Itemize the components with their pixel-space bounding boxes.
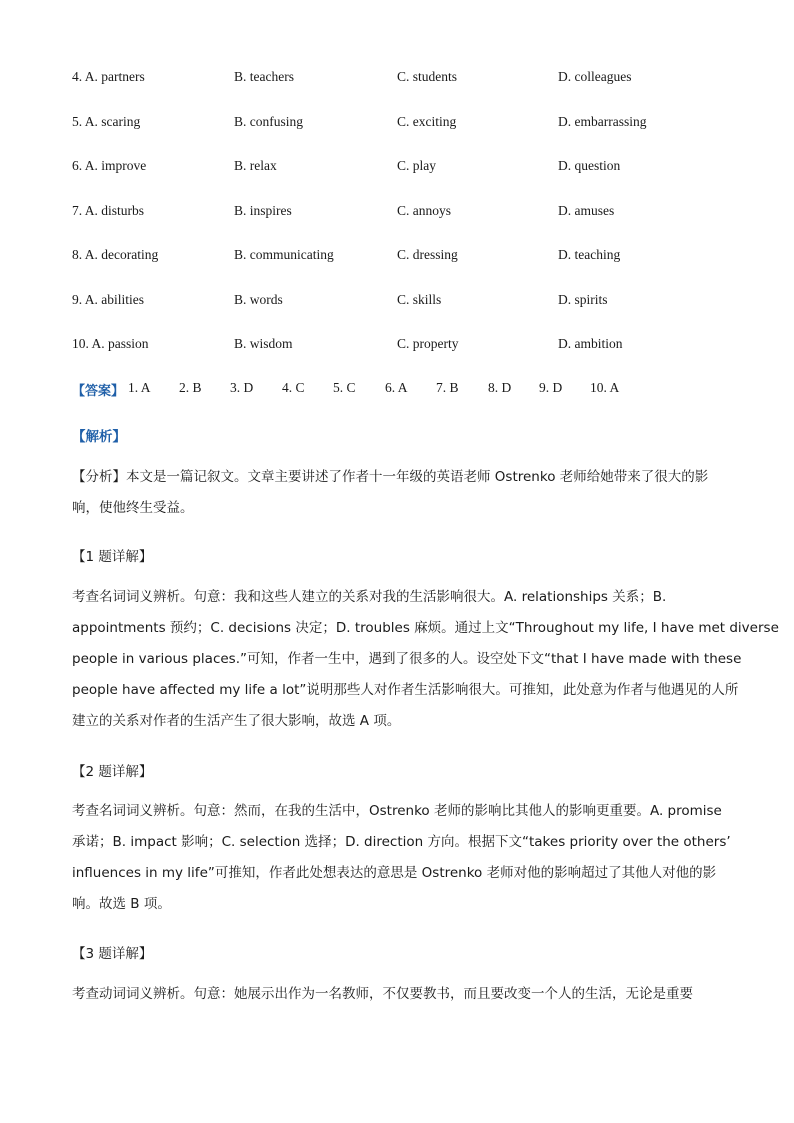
answer-item: 5. C — [333, 380, 356, 395]
summary-line: 【分析】本文是一篇记叙文。文章主要讲述了作者十一年级的英语老师 Ostrenko 老师给她带来了很大的影 — [72, 469, 709, 485]
option-a: 10. A. passion — [72, 336, 149, 351]
answer-item: 2. B — [179, 380, 202, 395]
q1-line: appointments 预约；C. decisions 决定；D. troubles 麻烦。通过上文“Throughout my life, I have met diverse — [72, 620, 779, 636]
option-a: 9. A. abilities — [72, 292, 144, 307]
q2-line: influences in my life”可推知，作者此处想表达的意思是 Ostrenko 老师对他的影响超过了其他人对他的影 — [72, 865, 717, 881]
q1-explanation — [72, 582, 779, 737]
q1-line: people have affected my life a lot”说明那些人对作者生活影响很大。可推知，此处意为作者与他遇见的人所 — [72, 682, 739, 698]
question-8-options — [72, 247, 732, 267]
option-d: D. amuses — [558, 203, 615, 218]
q1-line: 考查名词词义辨析。句意：我和这些人建立的关系对我的生活影响很大。A. relationships 关系；B. — [72, 589, 667, 605]
option-d: D. question — [558, 158, 621, 173]
q3-explanation — [72, 979, 722, 1010]
answer-item: 1. A — [128, 380, 151, 395]
option-a: 4. A. partners — [72, 69, 145, 84]
question-9-options — [72, 292, 732, 312]
option-c: C. property — [397, 336, 459, 351]
q1-heading: 【1 题详解】 — [72, 549, 153, 565]
analysis-heading: 【解析】 — [72, 429, 126, 445]
option-c: C. play — [397, 158, 436, 173]
option-b: B. wisdom — [234, 336, 293, 351]
option-d: D. colleagues — [558, 69, 632, 84]
answer-key — [72, 380, 732, 399]
option-c: C. dressing — [397, 247, 458, 262]
option-a: 6. A. improve — [72, 158, 147, 173]
option-b: B. confusing — [234, 114, 303, 129]
option-a: 8. A. decorating — [72, 247, 159, 262]
answer-item: 4. C — [282, 380, 305, 395]
answer-item: 9. D — [539, 380, 563, 395]
option-d: D. embarrassing — [558, 114, 647, 129]
option-a: 5. A. scaring — [72, 114, 141, 129]
q2-line: 承诺；B. impact 影响；C. selection 选择；D. direction 方向。根据下文“takes priority over the others’ — [72, 834, 731, 850]
answer-item: 8. D — [488, 380, 512, 395]
option-d: D. teaching — [558, 247, 621, 262]
q2-line: 考查名词词义辨析。句意：然而，在我的生活中，Ostrenko 老师的影响比其他人的影响更重要。A. promise — [72, 803, 722, 819]
q3-line: 考查动词词义辨析。句意：她展示出作为一名教师，不仅要教书，而且要改变一个人的生活，无论是重要 — [72, 986, 693, 1002]
option-b: B. communicating — [234, 247, 334, 262]
q2-line: 响。故选 B 项。 — [72, 896, 171, 912]
q1-line: people in various places.”可知，作者一生中，遇到了很多的人。设空处下文“that I have made with these — [72, 651, 742, 667]
option-b: B. words — [234, 292, 283, 307]
question-6-options — [72, 158, 732, 178]
option-c: C. annoys — [397, 203, 451, 218]
option-c: C. skills — [397, 292, 442, 307]
option-a: 7. A. disturbs — [72, 203, 145, 218]
answer-item: 6. A — [385, 380, 408, 395]
option-d: D. ambition — [558, 336, 623, 351]
answer-item: 7. B — [436, 380, 459, 395]
question-7-options — [72, 203, 732, 223]
q2-heading: 【2 题详解】 — [72, 764, 153, 780]
q2-explanation — [72, 796, 731, 920]
option-d: D. spirits — [558, 292, 608, 307]
q3-heading: 【3 题详解】 — [72, 946, 153, 962]
answer-item: 3. D — [230, 380, 254, 395]
answer-tag: 【答案】 — [72, 384, 125, 399]
question-5-options — [72, 114, 732, 134]
summary-line: 响，使他终生受益。 — [72, 500, 194, 516]
question-10-options — [72, 336, 732, 356]
option-b: B. teachers — [234, 69, 294, 84]
answer-item: 10. A — [590, 380, 620, 395]
option-c: C. exciting — [397, 114, 457, 129]
option-b: B. inspires — [234, 203, 292, 218]
option-c: C. students — [397, 69, 458, 84]
question-4-options — [72, 69, 732, 89]
q1-line: 建立的关系对作者的生活产生了很大影响，故选 A 项。 — [72, 713, 401, 729]
option-b: B. relax — [234, 158, 277, 173]
summary-paragraph — [72, 462, 722, 524]
